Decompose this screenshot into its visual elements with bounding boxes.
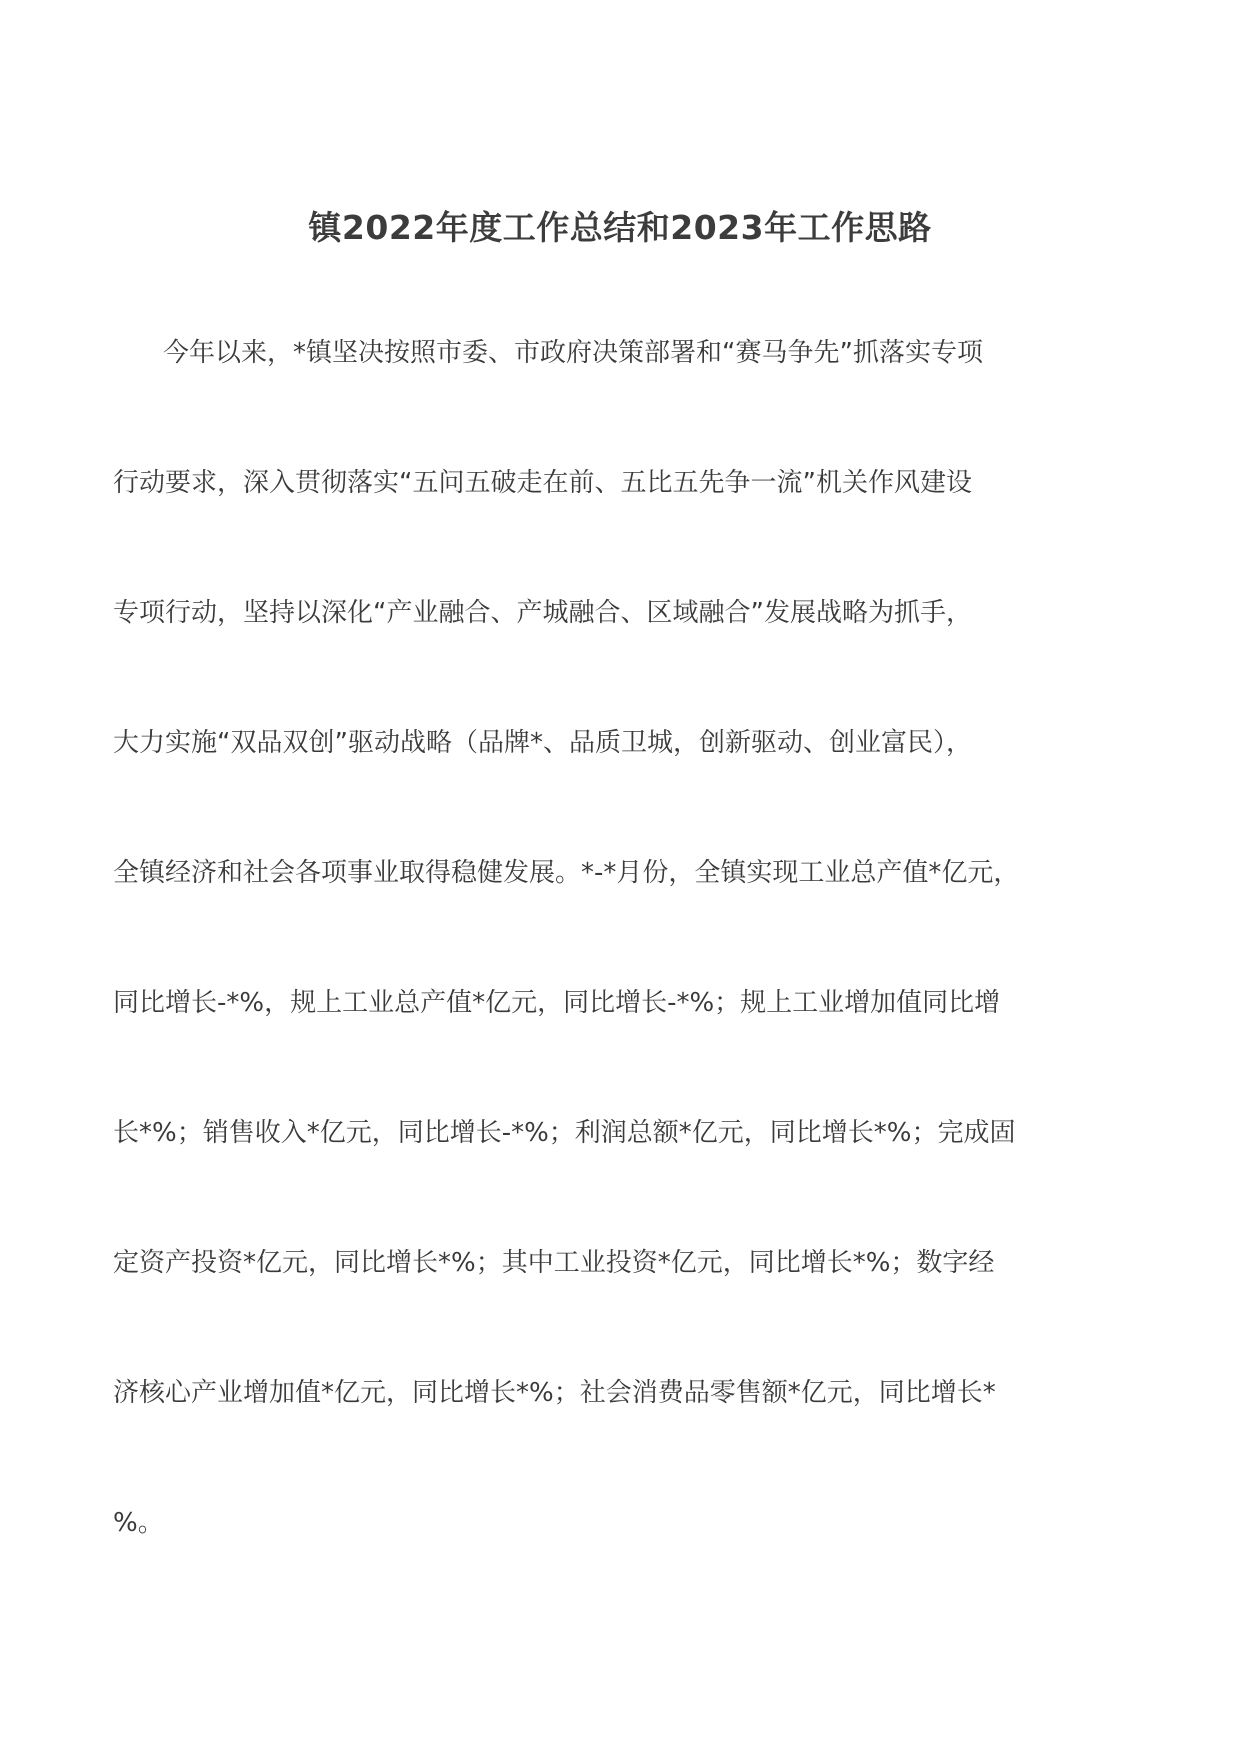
paragraph-line: 今年以来，*镇坚决按照市委、市政府决策部署和“赛马争先”抓落实专项 xyxy=(163,338,983,368)
paragraph-line: 行动要求，深入贯彻落实“五问五破走在前、五比五先争一流”机关作风建设 xyxy=(113,468,972,498)
paragraph-line: 专项行动，坚持以深化“产业融合、产城融合、区域融合”发展战略为抓手， xyxy=(113,598,972,628)
paragraph-line: 全镇经济和社会各项事业取得稳健发展。*-*月份，全镇实现工业总产值*亿元， xyxy=(113,858,1020,888)
paragraph-line: 定资产投资*亿元，同比增长*%；其中工业投资*亿元，同比增长*%；数字经 xyxy=(113,1248,995,1278)
paragraph-line: 大力实施“双品双创”驱动战略（品牌*、品质卫城，创新驱动、创业富民）， xyxy=(113,728,972,758)
paragraph-line: 长*%；销售收入*亿元，同比增长-*%；利润总额*亿元，同比增长*%；完成固 xyxy=(113,1118,1016,1148)
paragraph-line: 同比增长-*%，规上工业总产值*亿元，同比增长-*%；规上工业增加值同比增 xyxy=(113,988,1001,1018)
paragraph-line: 济核心产业增加值*亿元，同比增长*%；社会消费品零售额*亿元，同比增长* xyxy=(113,1378,996,1408)
document-title: 镇2022年度工作总结和2023年工作思路 xyxy=(308,208,932,247)
paragraph-line: %。 xyxy=(113,1508,164,1538)
